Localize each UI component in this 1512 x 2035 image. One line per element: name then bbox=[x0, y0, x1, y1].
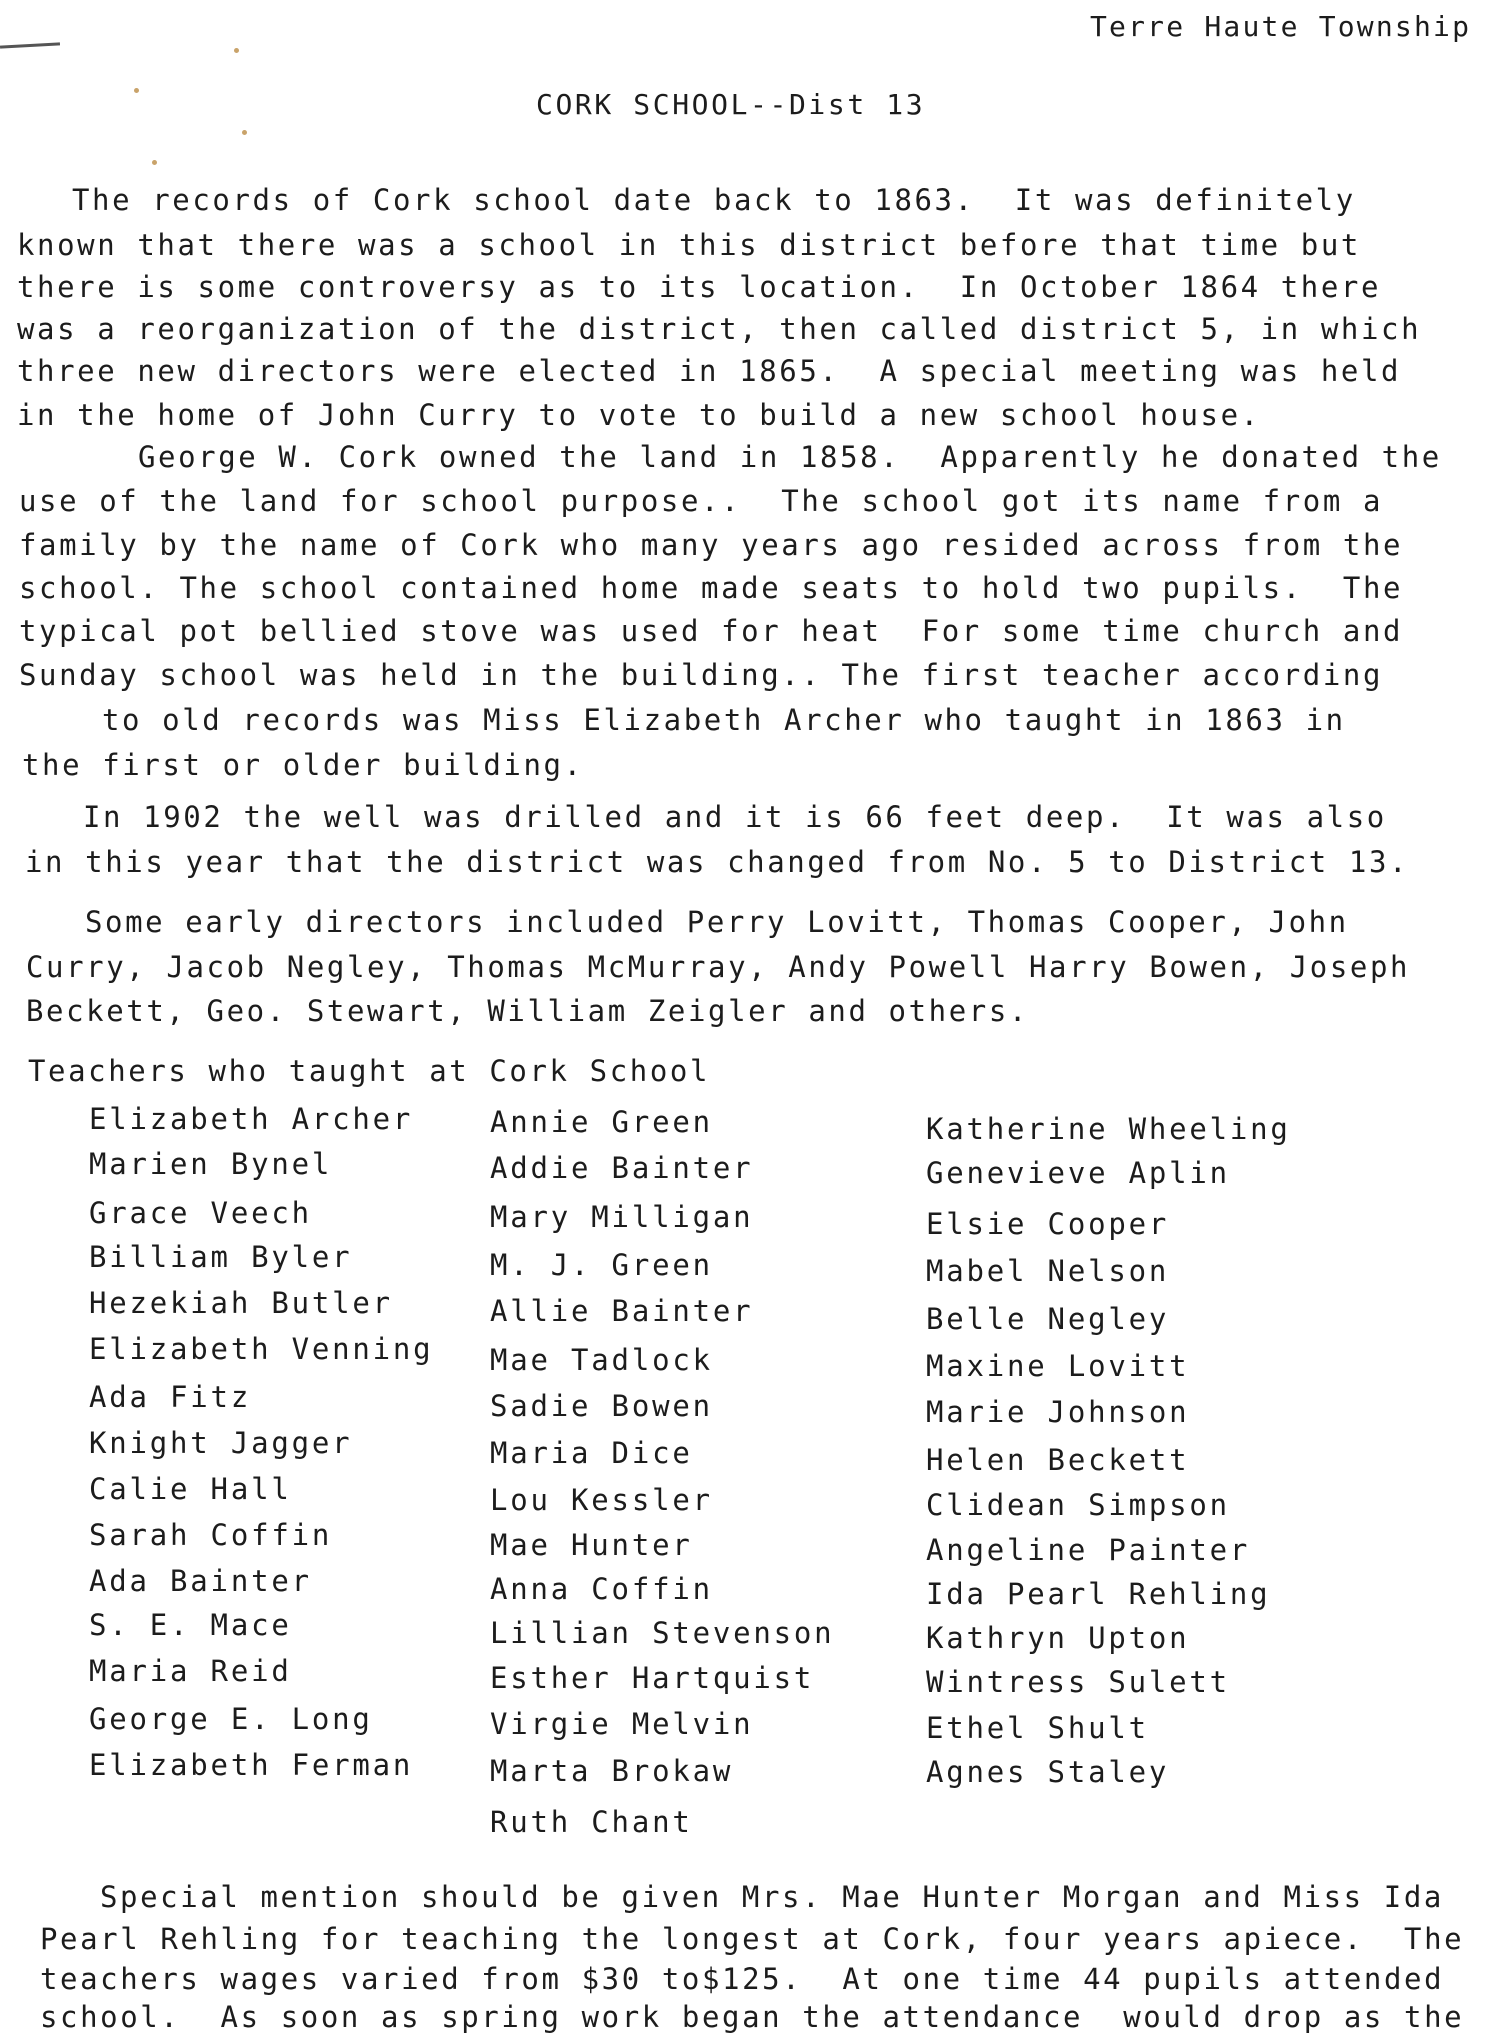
teacher-name: Maria Dice bbox=[490, 1436, 693, 1470]
body-line: use of the land for school purpose.. The school got its name from a bbox=[19, 484, 1384, 518]
body-line: Sunday school was held in the building.. The first teacher according bbox=[19, 658, 1384, 692]
body-line: George W. Cork owned the land in 1858. Apparently he donated the bbox=[138, 440, 1442, 474]
teacher-name: Calie Hall bbox=[89, 1472, 292, 1506]
scan-speck bbox=[234, 48, 239, 53]
township-heading: Terre Haute Township bbox=[1090, 10, 1472, 43]
teacher-name: Genevieve Aplin bbox=[926, 1156, 1230, 1190]
teacher-name: Lou Kessler bbox=[490, 1483, 713, 1517]
teacher-name: Allie Bainter bbox=[490, 1294, 754, 1328]
teacher-name: Helen Beckett bbox=[926, 1443, 1190, 1477]
teacher-name: Katherine Wheeling bbox=[926, 1112, 1291, 1146]
document-title: CORK SCHOOL--Dist 13 bbox=[536, 88, 926, 121]
body-line: Beckett, Geo. Stewart, William Zeigler and others. bbox=[26, 994, 1029, 1028]
body-line: school. The school contained home made seats to hold two pupils. The bbox=[19, 571, 1404, 605]
body-line: in the home of John Curry to vote to build a new school house. bbox=[17, 398, 1261, 432]
teacher-name: M. J. Green bbox=[490, 1248, 713, 1282]
teacher-name: Ada Bainter bbox=[89, 1564, 312, 1598]
body-line: The records of Cork school date back to 1863. It was definitely bbox=[72, 183, 1356, 217]
teacher-name: Elsie Cooper bbox=[926, 1207, 1170, 1241]
teacher-name: Anna Coffin bbox=[490, 1572, 713, 1606]
teacher-name: Maxine Lovitt bbox=[926, 1349, 1190, 1383]
scan-mark bbox=[0, 42, 60, 48]
teacher-name: Marien Bynel bbox=[89, 1147, 333, 1181]
body-line: was a reorganization of the district, then called district 5, in which bbox=[17, 312, 1422, 346]
body-line: teachers wages varied from $30 to$125. At one time 44 pupils attended bbox=[40, 1962, 1445, 1996]
teacher-name: Mae Tadlock bbox=[490, 1343, 713, 1377]
body-line: family by the name of Cork who many years ago resided across from the bbox=[19, 528, 1404, 562]
body-line: Curry, Jacob Negley, Thomas McMurray, Andy Powell Harry Bowen, Joseph bbox=[26, 950, 1411, 984]
teacher-name: Billiam Byler bbox=[89, 1240, 353, 1274]
teacher-name: Esther Hartquist bbox=[490, 1661, 815, 1695]
teacher-name: Elizabeth Archer bbox=[89, 1102, 414, 1136]
scan-speck bbox=[134, 88, 139, 93]
teacher-name: Mabel Nelson bbox=[926, 1254, 1170, 1288]
body-line: school. As soon as spring work began the attendance would drop as the bbox=[40, 2000, 1465, 2034]
body-line: in this year that the district was changed from No. 5 to District 13. bbox=[25, 845, 1410, 879]
teacher-name: Marie Johnson bbox=[926, 1395, 1190, 1429]
body-line: known that there was a school in this district before that time but bbox=[17, 228, 1361, 262]
teacher-name: Lillian Stevenson bbox=[490, 1616, 835, 1650]
teacher-name: Angeline Painter bbox=[926, 1533, 1251, 1567]
teacher-name: Ida Pearl Rehling bbox=[926, 1577, 1271, 1611]
teacher-name: Virgie Melvin bbox=[490, 1707, 754, 1741]
teacher-name: Belle Negley bbox=[926, 1302, 1170, 1336]
teacher-name: Marta Brokaw bbox=[490, 1754, 734, 1788]
body-line: Some early directors included Perry Lovitt, Thomas Cooper, John bbox=[85, 905, 1349, 939]
body-line: three new directors were elected in 1865. A special meeting was held bbox=[17, 354, 1402, 388]
body-line: there is some controversy as to its location. In October 1864 there bbox=[17, 270, 1382, 304]
body-line: the first or older building. bbox=[22, 748, 584, 782]
teacher-name: Maria Reid bbox=[89, 1654, 292, 1688]
teacher-name: Kathryn Upton bbox=[926, 1621, 1190, 1655]
teacher-name: Knight Jagger bbox=[89, 1426, 353, 1460]
teacher-name: Ada Fitz bbox=[89, 1380, 252, 1414]
teacher-name: Sarah Coffin bbox=[89, 1518, 333, 1552]
teacher-name: S. E. Mace bbox=[89, 1608, 292, 1642]
teacher-name: Grace Veech bbox=[89, 1196, 312, 1230]
teacher-name: Elizabeth Venning bbox=[89, 1332, 434, 1366]
teacher-name: Addie Bainter bbox=[490, 1151, 754, 1185]
teacher-name: Clidean Simpson bbox=[926, 1488, 1230, 1522]
teacher-name: Annie Green bbox=[490, 1105, 713, 1139]
teachers-heading: Teachers who taught at Cork School bbox=[28, 1054, 711, 1088]
teacher-name: Sadie Bowen bbox=[490, 1389, 713, 1423]
teacher-name: Mae Hunter bbox=[490, 1528, 693, 1562]
body-line: Pearl Rehling for teaching the longest at Cork, four years apiece. The bbox=[40, 1922, 1465, 1956]
scan-speck bbox=[242, 130, 247, 135]
teacher-name: Ruth Chant bbox=[490, 1805, 693, 1839]
teacher-name: Mary Milligan bbox=[490, 1200, 754, 1234]
body-line: typical pot bellied stove was used for heat For some time church and bbox=[19, 614, 1404, 648]
body-line: to old records was Miss Elizabeth Archer who taught in 1863 in bbox=[102, 703, 1346, 737]
teacher-name: Wintress Sulett bbox=[926, 1665, 1230, 1699]
teacher-name: Hezekiah Butler bbox=[89, 1286, 393, 1320]
teacher-name: Agnes Staley bbox=[926, 1755, 1170, 1789]
teacher-name: George E. Long bbox=[89, 1702, 373, 1736]
teacher-name: Elizabeth Ferman bbox=[89, 1748, 414, 1782]
body-line: In 1902 the well was drilled and it is 66 feet deep. It was also bbox=[83, 800, 1387, 834]
scan-speck bbox=[152, 160, 157, 165]
teacher-name: Ethel Shult bbox=[926, 1711, 1149, 1745]
body-line: Special mention should be given Mrs. Mae Hunter Morgan and Miss Ida bbox=[100, 1880, 1444, 1914]
